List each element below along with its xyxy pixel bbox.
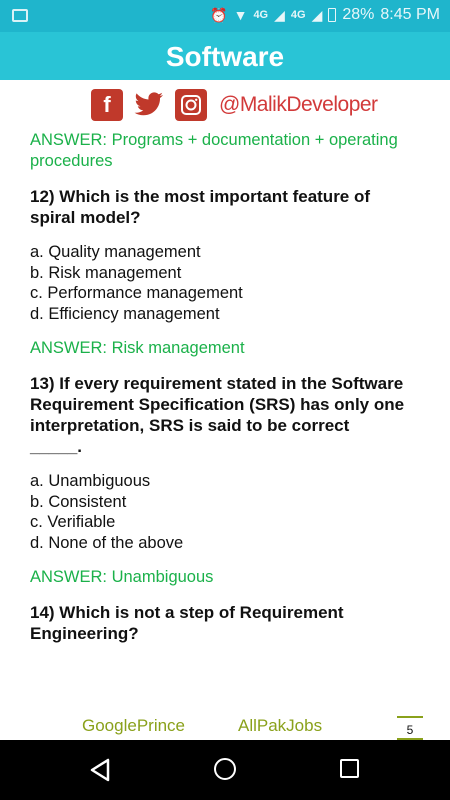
signal-icon: ◢: [274, 6, 285, 23]
clock: 8:45 PM: [380, 6, 440, 23]
navigation-bar: [0, 740, 450, 800]
option-12-d: d. Efficiency management: [30, 304, 220, 323]
facebook-icon[interactable]: f: [91, 89, 123, 121]
recent-apps-icon[interactable]: [340, 759, 359, 778]
twitter-bird-svg: [133, 91, 165, 119]
footer-center-text: AllPakJobs: [238, 716, 323, 735]
social-strip: [91, 88, 378, 122]
options-list-12: [30, 242, 405, 324]
battery-icon: [328, 8, 336, 22]
page-number: 5: [397, 716, 423, 740]
signal-icon-2: ◢: [311, 6, 323, 23]
twitter-icon[interactable]: [133, 89, 165, 121]
battery-percent: 28%: [342, 6, 375, 23]
answer-12: ANSWER: Risk management: [30, 339, 245, 357]
wifi-icon: ▼: [233, 7, 248, 23]
mcq-content: [30, 130, 405, 644]
status-bar: [0, 0, 450, 32]
option-13-b: b. Consistent: [30, 492, 127, 511]
option-13-a: a. Unambiguous: [30, 472, 151, 490]
app-title-bar: [0, 32, 450, 80]
page-footer: [0, 712, 450, 740]
alarm-icon: ⏰: [210, 6, 228, 23]
instagram-glyph-svg: [180, 94, 202, 116]
option-12-c: c. Performance management: [30, 284, 243, 302]
option-12-a: a. Quality management: [30, 243, 201, 261]
option-13-c: c. Verifiable: [30, 513, 116, 531]
social-handle[interactable]: @MalikDeveloper: [219, 93, 378, 116]
options-list-13: [30, 471, 405, 553]
answer-13: ANSWER: Unambiguous: [30, 568, 214, 586]
question-14: 14) Which is not a step of Requirement Engineering?: [30, 603, 344, 643]
screenshot-notification-icon: [12, 9, 28, 22]
previous-answer: ANSWER: Programs + documentation + operating procedures: [30, 131, 398, 170]
instagram-icon[interactable]: [175, 89, 207, 121]
footer-left-text: GooglePrince: [82, 716, 186, 735]
home-icon[interactable]: [214, 758, 236, 780]
question-12: 12) Which is the most important feature of spiral model?: [30, 187, 371, 227]
back-icon[interactable]: [88, 757, 112, 783]
network-type-1: 4G: [253, 9, 269, 21]
status-icons: [210, 6, 440, 24]
option-13-d: d. None of the above: [30, 533, 184, 552]
option-12-b: b. Risk management: [30, 263, 182, 282]
question-13: 13) If every requirement stated in the Software Requirement Specification (SRS) has only one interpretation, SRS is said to be correct _____.: [30, 374, 405, 456]
page-title: Software: [165, 41, 285, 72]
network-type-2: 4G: [290, 9, 306, 21]
